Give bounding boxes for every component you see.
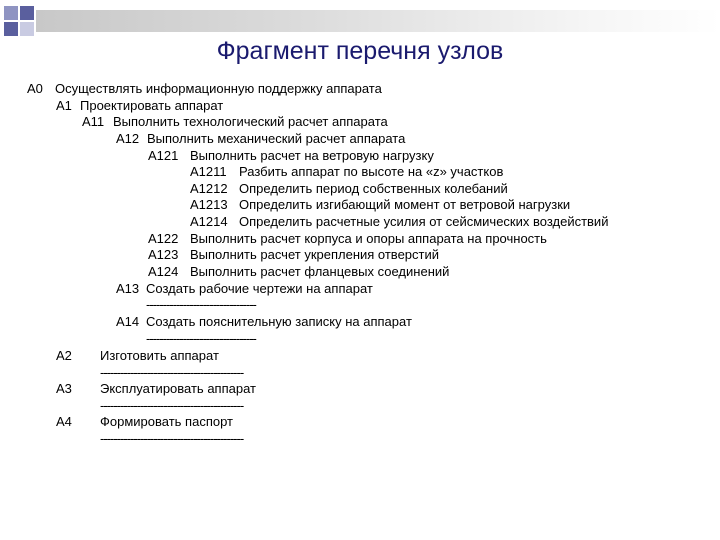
item-code: А2: [56, 348, 72, 363]
list-item: [116, 314, 412, 329]
list-item: [190, 197, 570, 212]
list-item: [148, 148, 434, 163]
list-item: [148, 264, 449, 279]
list-item: [27, 81, 382, 96]
separator-line: [146, 297, 256, 312]
item-text: Выполнить расчет укрепления отверстий: [190, 247, 440, 262]
separator-dashes: -------------------------------------------: [100, 398, 244, 413]
list-item: [190, 214, 608, 229]
item-code: А1211: [190, 164, 227, 179]
item-code: А122: [148, 231, 179, 246]
item-code: А1: [56, 98, 72, 113]
list-item: [56, 381, 256, 396]
slide-title: Фрагмент перечня узлов: [216, 37, 504, 65]
list-item: [116, 281, 373, 296]
list-item: [56, 98, 223, 113]
item-code: А121: [148, 148, 179, 163]
deco-square: [20, 22, 34, 36]
header-decoration: [0, 0, 720, 40]
list-item: [190, 181, 508, 196]
item-text: Выполнить технологический расчет аппарата: [113, 114, 388, 129]
item-code: А1212: [190, 181, 228, 196]
item-text: Разбить аппарат по высоте на «z» участков: [239, 164, 504, 179]
list-item: [148, 247, 439, 262]
item-text: Определить расчетные усилия от сейсмических воздействий: [239, 214, 609, 229]
item-code: А13: [116, 281, 140, 296]
item-text: Изготовить аппарат: [100, 348, 219, 363]
item-code: А0: [27, 81, 43, 96]
item-text: Создать пояснительную записку на аппарат: [146, 314, 412, 329]
item-text: Определить период собственных колебаний: [239, 181, 508, 196]
gradient-bar: [36, 10, 720, 32]
deco-square: [4, 6, 18, 20]
list-item: [56, 348, 219, 363]
item-code: А123: [148, 247, 179, 262]
separator-dashes: -------------------------------------------: [100, 365, 244, 380]
list-item: [190, 164, 503, 179]
separator-dashes: -------------------------------------------: [100, 431, 244, 446]
item-text: Осуществлять информационную поддержку аппарата: [55, 81, 382, 96]
item-text: Выполнить механический расчет аппарата: [147, 131, 406, 146]
separator-dashes: ---------------------------------: [146, 297, 256, 312]
item-text: Выполнить расчет корпуса и опоры аппарата на прочность: [190, 231, 547, 246]
separator-line: [100, 431, 243, 446]
separator-line: [100, 365, 243, 380]
list-item: [56, 414, 233, 429]
item-code: А12: [116, 131, 140, 146]
item-text: Создать рабочие чертежи на аппарат: [146, 281, 373, 296]
list-item: [116, 131, 405, 146]
list-item: [148, 231, 547, 246]
list-item: [82, 114, 388, 129]
deco-square: [20, 6, 34, 20]
item-code: А124: [148, 264, 179, 279]
deco-square: [4, 22, 18, 36]
item-code: А3: [56, 381, 72, 396]
item-text: Выполнить расчет на ветровую нагрузку: [190, 148, 434, 163]
item-text: Эксплуатировать аппарат: [100, 381, 256, 396]
item-text: Определить изгибающий момент от ветровой нагрузки: [239, 197, 571, 212]
item-text: Выполнить расчет фланцевых соединений: [190, 264, 450, 279]
item-code: А1214: [190, 214, 228, 229]
separator-line: [100, 398, 243, 413]
item-text: Проектировать аппарат: [80, 98, 224, 113]
item-code: А1213: [190, 197, 228, 212]
item-text: Формировать паспорт: [100, 414, 233, 429]
separator-line: [146, 331, 256, 346]
item-code: А11: [82, 114, 105, 129]
item-code: А14: [116, 314, 140, 329]
item-code: А4: [56, 414, 72, 429]
separator-dashes: ---------------------------------: [146, 331, 256, 346]
